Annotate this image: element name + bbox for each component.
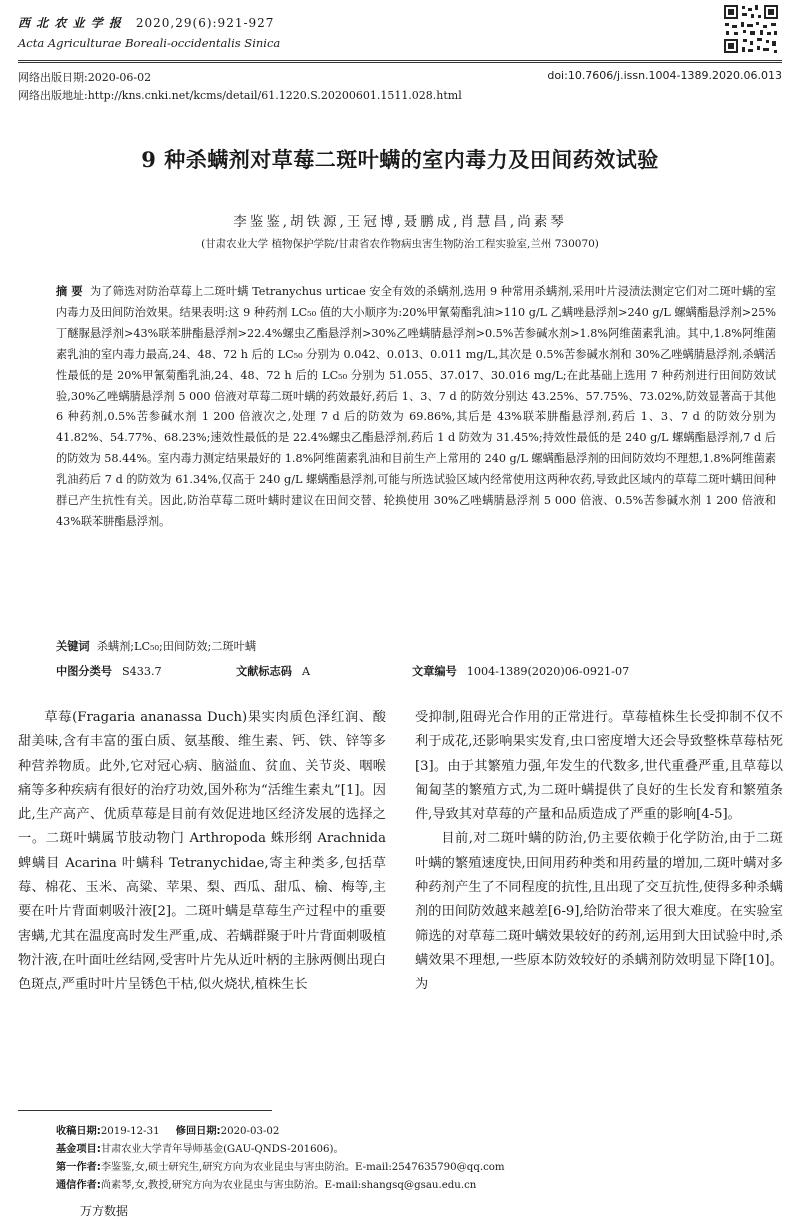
clc-value: S433.7 <box>121 665 162 678</box>
footnote-fund: 基金项目:甘肃农业大学青年导师基金(GAU-QNDS-201606)。 <box>56 1144 344 1155</box>
classification-row <box>56 663 776 679</box>
abstract-label: 摘 要 <box>56 285 83 298</box>
footnote-dates: 收稿日期:2019-12-31 修回日期:2020-03-02 <box>56 1126 280 1137</box>
qr-code-icon <box>722 3 780 55</box>
article-title: 9 种杀螨剂对草莓二斑叶螨的室内毒力及田间药效试验 <box>141 147 659 172</box>
author-list: 李鉴鉴,胡铁源,王冠博,聂鹏成,肖慧昌,尚素琴 <box>233 214 567 230</box>
body-left-column <box>18 706 386 998</box>
header-rule <box>18 60 782 61</box>
body-right-column <box>415 706 783 998</box>
header-rule <box>18 62 782 63</box>
clc-label: 中图分类号 <box>56 665 112 678</box>
watermark: 万方数据 <box>80 1204 129 1218</box>
volume-info: 2020,29(6):921-927 <box>135 16 275 30</box>
journal-name-en: Acta Agriculturae Boreali-occidentalis Sinica <box>18 36 281 50</box>
footnote-rule <box>18 1110 272 1111</box>
doc-code-label: 文献标志码 <box>236 665 292 678</box>
body-paragraph: 草莓(Fragaria ananassa Duch)果实肉质色泽红润、酸甜美味,含有丰富的蛋白质、氨基酸、维生素、钙、铁、锌等多种营养物质。此外,它对冠心病、脑溢血、贫血、关节炎、咽喉痛等多种疾病有很好的治疗功效,国外称为“活维生素丸”[1]。因此,生产高产、优质草莓是目前有效促进地区经济发展的选择之一。二斑叶螨属节肢动物门 Arthropoda 蛛形纲 Arachnida 蜱螨目 Acarina 叶螨科 Tetranychidae,寄主种类多,包括草莓、棉花、玉米、高粱、苹果、梨、西瓜、甜瓜、榆、梅等,主要在叶片背面刺吸汁液[2]。二斑叶螨是草莓生产过程中的重要害螨,尤其在温度高时发生严重,成、若螨群聚于叶片背面刺吸植物汁液,在叶面吐丝结网,受害叶片先从近叶柄的主脉两侧出现白色斑点,严重时叶片呈锈色干枯,似火烧状,植株生长 <box>18 710 386 993</box>
article-no-value: 1004-1389(2020)06-0921-07 <box>466 665 630 678</box>
keywords-text: 杀螨剂;LC₅₀;田间防效;二斑叶螨 <box>96 640 257 653</box>
online-date: 网络出版日期:2020-06-02 <box>18 71 152 84</box>
journal-name-cn: 西 北 农 业 学 报 2020,29(6):921-927 <box>18 16 275 30</box>
online-url[interactable]: 网络出版地址:http://kns.cnki.net/kcms/detail/61.1220.S.20200601.1511.028.html <box>18 89 462 102</box>
abstract <box>56 282 776 533</box>
body-paragraph: 受抑制,阻碍光合作用的正常进行。草莓植株生长受抑制不仅不利于成花,还影响果实发育,虫口密度增大还会导致整株草莓枯死[3]。由于其繁殖力强,年发生的代数多,世代重叠严重,且草莓以匍匐茎的繁殖方式,为二斑叶螨提供了良好的生长发育和繁殖条件,导致其对草莓的产量和品质造成了严重的影响[4-5]。 <box>415 710 783 823</box>
keywords <box>56 638 256 654</box>
doi[interactable]: doi:10.7606/j.issn.1004-1389.2020.06.013 <box>547 69 782 82</box>
footnote-first-author: 第一作者:李鉴鉴,女,硕士研究生,研究方向为农业昆虫与害虫防治。E-mail:2547635790@qq.com <box>56 1162 505 1173</box>
abstract-text: 为了筛选对防治草莓上二斑叶螨 Tetranychus urticae 安全有效的杀螨剂,选用 9 种常用杀螨剂,采用叶片浸渍法测定它们对二斑叶螨的室内毒力及田间防治效果。结果表明:这 9 种药剂 LC₅₀ 值的大小顺序为:20%甲氰菊酯乳油>110 g/L 乙螨唑悬浮剂>240 g/L 螺螨酯悬浮剂>25%丁醚脲悬浮剂>43%联苯肼酯悬浮剂>22.4%螺虫乙酯悬浮剂>30%乙唑螨腈悬浮剂>0.5%苦参碱水剂>1.8%阿维菌素乳油。其中,1.8%阿维菌素乳油的室内毒力最高,24、48、72 h 后的 LC₅₀ 分别为 0.042、0.013、0.011 mg/L,其次是 0.5%苦参碱水剂和 30%乙唑螨腈悬浮剂,杀螨活性最低的是 20%甲氰菊酯乳油,24、48、72 h 后的 LC₅₀ 分别为 51.055、37.017、30.016 mg/L;在此基础上选用 7 种药剂进行田间防效试验,30%乙唑螨腈悬浮剂 5 000 倍液对草莓二斑叶螨的药效最好,药后 1、3、7 d 的防效分别达 43.25%、57.75%、73.02%,防效显著高于其他 6 种药剂,0.5%苦参碱水剂 1 200 倍液次之,处理 7 d 后的防效为 69.86%,其后是 43%联苯肼酯悬浮剂,药后 1、3、7 d 的防效分别为 41.82%、54.77%、68.23%;速效性最低的是 22.4%螺虫乙酯悬浮剂,药后 1 d 防效为 31.45%;持效性最低的是 240 g/L 螺螨酯悬浮剂,7 d 后的防效为 58.44%。室内毒力测定结果最好的 1.8%阿维菌素乳油和目前生产上常用的 240 g/L 螺螨酯悬浮剂的田间防效均不理想,1.8%阿维菌素乳油药后 7 d 的防效为 61.34%,仅高于 240 g/L 螺螨酯悬浮剂,可能与所选试验区域内经常使用这两种农药,导致此区域内的草莓二斑叶螨田间种群已产生抗性有关。因此,防治草莓二斑叶螨时建议在田间交替、轮换使用 30%乙唑螨腈悬浮剂 5 000 倍液、0.5%苦参碱水剂 1 200 倍液和 43%联苯肼酯悬浮剂。 <box>56 285 776 528</box>
keywords-label: 关键词 <box>56 640 90 653</box>
article-no-label: 文章编号 <box>412 665 457 678</box>
footnote-corresponding-author: 通信作者:尚素琴,女,教授,研究方向为农业昆虫与害虫防治。E-mail:shangsq@gsau.edu.cn <box>56 1180 477 1191</box>
doc-code-value: A <box>301 665 311 678</box>
body-paragraph: 目前,对二斑叶螨的防治,仍主要依赖于化学防治,由于二斑叶螨的繁殖速度快,田间用药种类和用药量的增加,二斑叶螨对多种药剂产生了不同程度的抗性,且出现了交互抗性,使得多种杀螨剂的田间防效越来越差[6-9],给防治带来了很大难度。在实验室筛选的对草莓二斑叶螨效果较好的药剂,运用到大田试验中时,杀螨效果不理想,一些原本防效较好的杀螨剂防效明显下降[10]。为 <box>415 831 783 993</box>
affiliation: (甘肃农业大学 植物保护学院/甘肃省农作物病虫害生物防治工程实验室,兰州 730070) <box>201 238 599 250</box>
